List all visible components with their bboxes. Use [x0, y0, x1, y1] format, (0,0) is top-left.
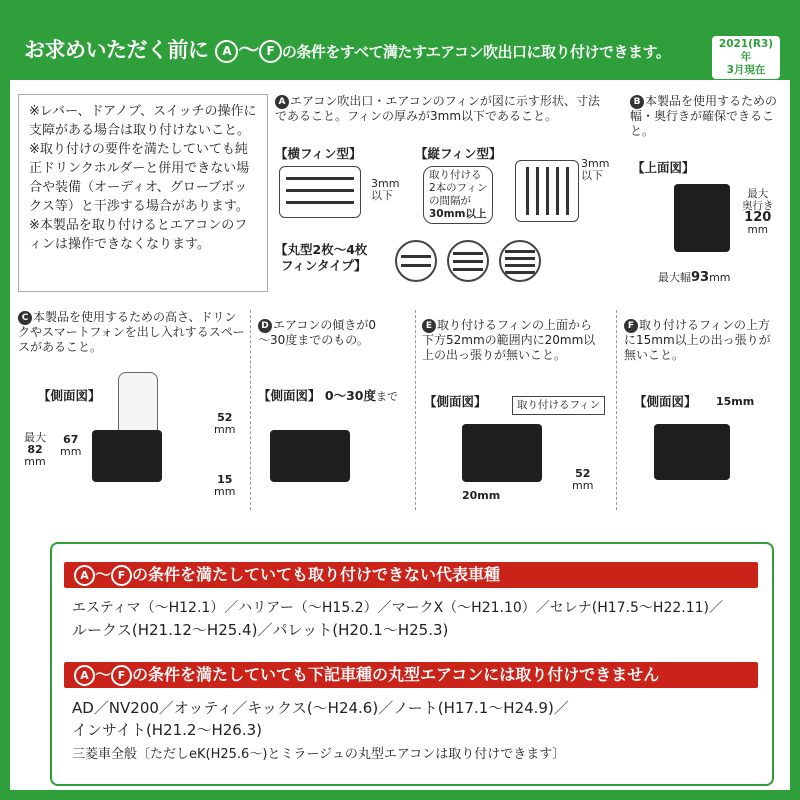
section-b-text [630, 94, 782, 139]
e-dim-20: 20mm [462, 489, 501, 502]
circle-a-icon: A [215, 40, 238, 63]
section-a-text [275, 94, 605, 124]
circle-f-icon-2: F [111, 565, 132, 586]
c-dim-67: 67 mm [60, 433, 82, 458]
c-dim-15: 15 mm [214, 473, 236, 498]
badge-b-icon: B [630, 95, 644, 109]
divider-ef [616, 310, 617, 510]
width-dimension: 最大幅93mm [658, 270, 731, 285]
device-side-view-d [270, 430, 350, 482]
c-dim-max82: 最大 82 mm [24, 431, 46, 468]
date-line1: 2021(R3)年 [718, 38, 774, 63]
header-title [24, 34, 670, 64]
badge-c-icon: C [18, 311, 32, 325]
section-c-text [18, 310, 248, 355]
vertical-fin-label: 【縦フィン型】 [415, 146, 502, 161]
section-b-desc: 本製品を使用するための幅・奥行きが確保できること。 [630, 94, 778, 138]
section-a [275, 94, 615, 294]
note-2: ※取り付けの要件を満たしていても純正ドリンクホルダーと併用できない場合や装備（オーディオ、グローブボックス等）と干渉する場合があります。 [29, 142, 250, 214]
vertical-fin-diagram [515, 160, 579, 222]
date-line2: 3月現在 [726, 64, 766, 76]
content-panel [10, 10, 790, 790]
incompatible-vehicles-box [50, 542, 774, 786]
vehicle-list-2-line3: 三菱車全般〔ただしeK(H25.6～)とミラージュの丸型エアコンは取り付けできます〕 [72, 747, 566, 762]
section-e-text [422, 318, 602, 363]
vehicle-list-1-line1: エスティマ（～H12.1）／ハリアー（～H15.2）／マークX（～H21.10）／セレナ(H17.5～H22.11)／ [72, 600, 724, 616]
section-c-desc: 本製品を使用するための高さ、ドリンクやスマートフォンを出し入れするスペースがあること。 [18, 310, 245, 354]
section-d-text [258, 318, 388, 348]
circle-f-icon-3: F [111, 665, 132, 686]
round-fin-3-diagram [447, 240, 489, 282]
section-f-text [624, 318, 780, 363]
depth-dimension: 最大 奥行き 120 mm [742, 188, 774, 236]
device-side-view-e [462, 424, 542, 482]
horizontal-fin-diagram [279, 166, 361, 218]
c-dim-52: 52 mm [214, 411, 236, 436]
date-badge [712, 36, 780, 79]
vehicle-list-2-line2: インサイト(H21.2～H26.3) [72, 721, 263, 739]
section-a-desc: エアコン吹出口・エアコンのフィンが図に示す形状、寸法であること。フィンの厚みが3mm以下であること。 [275, 94, 600, 123]
vehicle-list-2-line1: AD／NV200／オッティ／キックス(～H24.6)／ノート(H17.1～H24.9)／ [72, 699, 569, 717]
h-dim-value: 3mm 以下 [371, 177, 400, 202]
horizontal-fin-label: 【横フィン型】 [275, 146, 362, 161]
section-d-desc: エアコンの傾きが0～30度までのもの。 [258, 318, 377, 347]
side-view-label-f: 【側面図】 [634, 394, 697, 409]
section-c [18, 310, 248, 510]
section-d [258, 318, 408, 508]
vertical-fin-note: 取り付ける 2本のフィン の間隔が 30mm以上 [423, 166, 493, 224]
side-view-label-d: 【側面図】 0～30度まで [258, 388, 398, 403]
badge-e-icon: E [422, 319, 436, 333]
fin-tag: 取り付けるフィン [512, 396, 605, 415]
circle-a-icon-2: A [74, 565, 95, 586]
incompatible-header-1-text: の条件を満たしていても取り付けできない代表車種 [132, 565, 501, 584]
badge-a-icon: A [275, 95, 289, 109]
section-f [624, 318, 784, 508]
vehicle-list-1-line2: ルークス(H21.12～H25.4)／パレット(H20.1～H25.3) [72, 621, 449, 639]
f-dim-15: 15mm [716, 395, 755, 408]
header-title-rest: の条件をすべて満たすエアコン吹出口に取り付けできます。 [281, 43, 671, 61]
incompatible-header-2: A ～ F の条件を満たしていても下記車種の丸型エアコンには取り付けできません [64, 662, 758, 688]
header-bar [10, 10, 790, 80]
badge-f-icon: F [624, 319, 638, 333]
section-b [630, 94, 782, 294]
incompatible-header-1: A ～ F の条件を満たしていても取り付けできない代表車種 [64, 562, 758, 588]
circle-a-icon-3: A [74, 665, 95, 686]
badge-d-icon: D [258, 319, 272, 333]
header-tilde: ～ [238, 38, 259, 62]
divider-cd [250, 310, 251, 510]
device-top-view [674, 184, 730, 252]
section-f-desc: 取り付けるフィンの上方に15mm以上の出っ張りが無いこと。 [624, 318, 771, 362]
notes-box [18, 94, 268, 292]
v-dim-value: 3mm 以下 [581, 157, 610, 182]
device-side-view-f [654, 424, 730, 480]
side-view-label-e: 【側面図】 [424, 394, 487, 409]
round-fin-4-diagram [499, 240, 541, 282]
section-e-desc: 取り付けるフィンの上面から下方52mmの範囲内に20mm以上の出っ張りが無いこと。 [422, 318, 596, 362]
circle-f-icon: F [259, 40, 282, 63]
divider-de [415, 310, 416, 510]
section-e [422, 318, 612, 508]
side-view-label-c: 【側面図】 [38, 388, 101, 403]
note-1: ※レバー、ドアノブ、スイッチの操作に支障がある場合は取り付けないこと。 [29, 104, 257, 138]
e-dim-52: 52 mm [572, 467, 594, 492]
header-title-lead: お求めいただく前に [24, 38, 209, 62]
note-3: ※本製品を取り付けるとエアコンのフィンは操作できなくなります。 [29, 218, 248, 252]
top-view-label: 【上面図】 [632, 160, 695, 175]
round-fin-2-diagram [395, 240, 437, 282]
incompatible-header-2-text: の条件を満たしていても下記車種の丸型エアコンには取り付けできません [132, 665, 660, 684]
round-fin-label: 【丸型2枚～4枚 フィンタイプ】 [275, 242, 368, 273]
device-side-view-c [92, 430, 162, 482]
